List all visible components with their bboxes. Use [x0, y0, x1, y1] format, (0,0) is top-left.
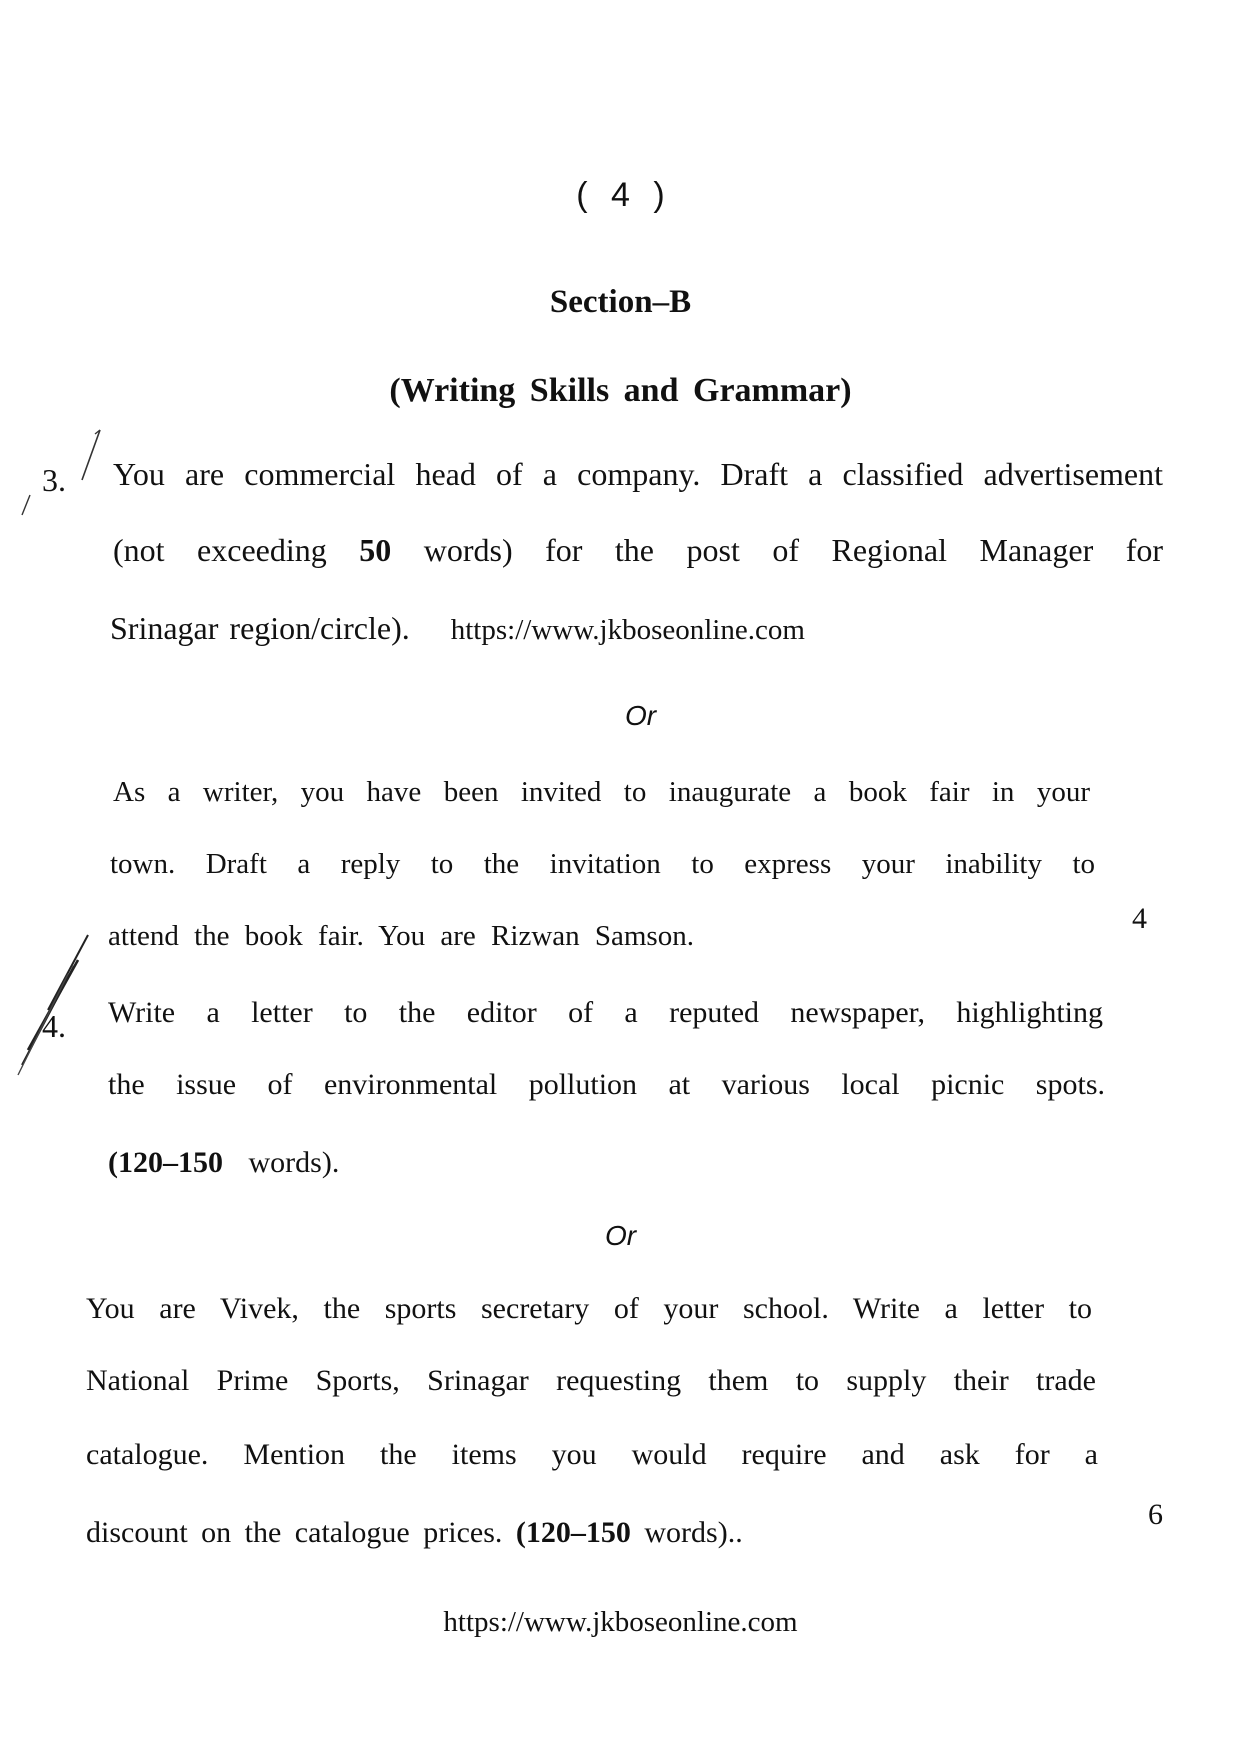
question-4-word-limit: (120–150	[108, 1146, 223, 1179]
question-4-alt-line-4-pre: discount on the catalogue prices.	[86, 1516, 503, 1549]
question-3-alt-line-3: attend the book fair. You are Rizwan Samson.	[108, 920, 694, 952]
question-3-line-3-text: Srinagar region/circle).	[110, 610, 410, 646]
question-4-alt-word-limit: (120–150	[515, 1516, 631, 1549]
question-3-number: 3.	[42, 462, 66, 498]
question-4-line-3	[108, 1146, 339, 1180]
section-title: Section–B	[549, 284, 692, 320]
question-3-line-2-post: words) for the post of Regional Manager for	[423, 532, 1164, 568]
question-4-number: 4.	[42, 1008, 66, 1044]
footer-url: https://www.jkboseonline.com	[443, 1606, 798, 1638]
question-3-word-limit: 50	[359, 532, 392, 568]
question-3-line-1: You are commercial head of a company. Draft a classified advertisement	[113, 456, 1163, 492]
question-4-marks: 6	[1148, 1498, 1163, 1531]
page-number: ( 4 )	[576, 176, 665, 214]
question-4-line-1: Write a letter to the editor of a reputed newspaper, highlighting	[108, 996, 1103, 1029]
question-3-line-3	[110, 610, 805, 647]
question-4-alt-line-4	[86, 1516, 743, 1550]
question-3-url: https://www.jkboseonline.com	[450, 614, 805, 646]
question-4-alt-line-1: You are Vivek, the sports secretary of your school. Write a letter to	[86, 1292, 1092, 1325]
question-4-line-2: the issue of environmental pollution at various local picnic spots.	[108, 1068, 1105, 1101]
question-4-alt-line-2: National Prime Sports, Srinagar requesting them to supply their trade	[86, 1364, 1096, 1397]
pen-hatch-mark	[8, 930, 98, 1080]
section-subtitle: (Writing Skills and Grammar)	[389, 372, 852, 409]
question-3-alt-line-1: As a writer, you have been invited to inaugurate a book fair in your	[113, 776, 1090, 808]
question-3-alt-line-2: town. Draft a reply to the invitation to express your inability to	[110, 848, 1095, 880]
question-4-alt-line-3: catalogue. Mention the items you would require and ask for a	[86, 1438, 1098, 1471]
question-3-line-2-pre: (not exceeding	[113, 532, 327, 568]
question-4-or: Or	[604, 1220, 637, 1251]
question-4-line-3-post: words).	[248, 1146, 340, 1179]
pen-tick-mark	[0, 420, 120, 540]
question-3-marks: 4	[1132, 902, 1147, 935]
question-3-line-2	[113, 532, 1163, 569]
question-3-or: Or	[624, 700, 657, 731]
question-4-alt-line-4-post: words)..	[644, 1516, 743, 1549]
